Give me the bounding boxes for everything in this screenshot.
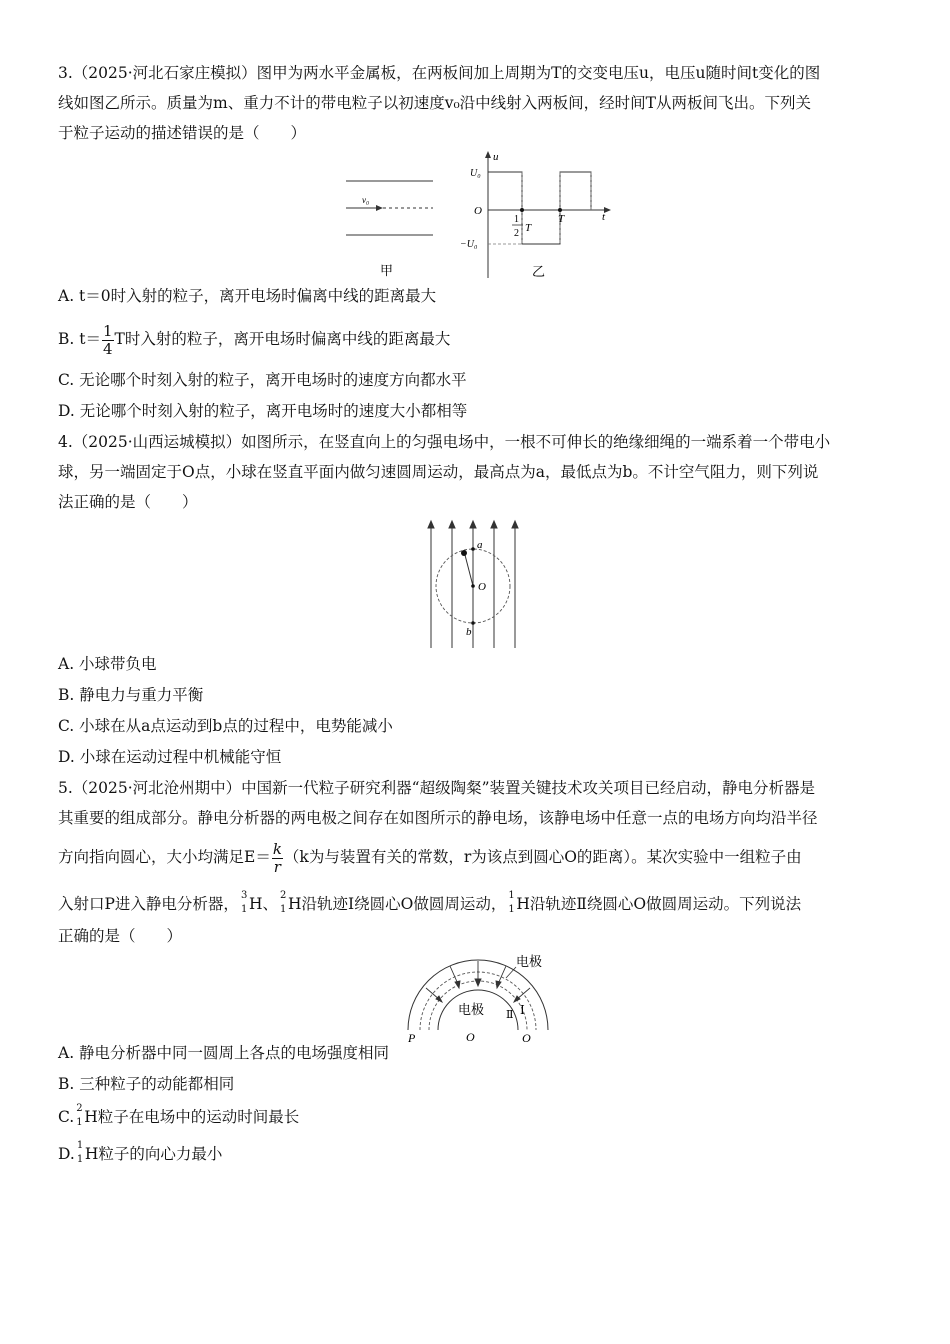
q4-figure-field-circle (420, 518, 530, 650)
isotope-h2-option-c (74, 1103, 84, 1128)
q5-option-d-prefix: D. (58, 1145, 75, 1163)
fraction-one-quarter (102, 323, 114, 358)
q3-number: 3. (58, 64, 73, 82)
q3-stem-line-1 (58, 62, 820, 84)
exit-Q-label: Q (522, 1031, 531, 1042)
q3-stem-line-2: 线如图乙所示。质量为m、重力不计的带电粒子以初速度v₀沿中线射入两板间，经时间T从两板间飞出。下列关 (58, 94, 812, 112)
trajectory-I-label: Ⅰ (520, 1003, 525, 1017)
h3-mass: 3 (240, 890, 248, 901)
isotope-h1-option-d (75, 1140, 85, 1165)
q3-option-b (58, 322, 450, 356)
q5-option-d-suffix: 粒子的向心力最小 (98, 1145, 223, 1163)
q5-stem-line-1: 5.（2025·河北沧州期中）中国新一代粒子研究利器“超级陶粲”装置关键技术攻关项目已经启动，静电分析器是 (58, 779, 816, 797)
point-b-label: b (466, 626, 472, 638)
electrode-outer-label: 电极 (516, 954, 543, 969)
U0-label: U₀ (470, 168, 481, 179)
q5-stem-line-4 (58, 890, 802, 915)
q5-option-c-prefix: C. (58, 1108, 75, 1126)
arrow-icon (376, 205, 383, 211)
q3-option-c: C. 无论哪个时刻入射的粒子，离开电场时的速度方向都水平 (58, 371, 467, 389)
h2-z: 1 (279, 904, 287, 915)
q4-option-d: D. 小球在运动过程中机械能守恒 (58, 748, 282, 766)
d-symbol: H (84, 1145, 99, 1163)
trajectory-II-label: Ⅱ (506, 1009, 514, 1021)
q5-option-a: A. 静电分析器中同一圆周上各点的电场强度相同 (58, 1044, 390, 1062)
q3-figure-plates (338, 165, 443, 280)
q3-source: （2025·河北石家庄模拟） (72, 64, 257, 82)
q4-option-a: A. 小球带负电 (58, 655, 157, 673)
q5-option-b: B. 三种粒子的动能都相同 (58, 1075, 235, 1093)
q4-stem-line-1: 4.（2025·山西运城模拟）如图所示，在竖直向上的匀强电场中，一根不可伸长的绝缘细绳的一端系着一个带电小 (58, 433, 831, 451)
fraction-num: 1 (102, 321, 113, 340)
half-T-T: T (525, 222, 532, 234)
t-axis-label: t (602, 211, 606, 223)
c-mass: 2 (76, 1103, 83, 1114)
c-z: 1 (76, 1117, 83, 1128)
q3-figure-voltage-graph (448, 148, 618, 283)
isotope-h1 (506, 890, 516, 915)
q3-text-1: 图甲为两水平金属板，在两板间加上周期为T的交变电压u，电压u随时间t变化的图 (256, 64, 821, 82)
fig-caption-yi: 乙 (532, 264, 546, 279)
origin-label: O (474, 205, 482, 217)
q5-line4-a: 入射口P进入静电分析器， (58, 895, 239, 913)
q4-stem-line-3: 法正确的是（ ） (58, 493, 198, 511)
point-a-label: a (477, 539, 483, 551)
q5-option-d (58, 1140, 223, 1165)
h3-z: 1 (240, 904, 248, 915)
q5-line4-b: 沿轨迹Ⅰ绕圆心O做圆周运动， (301, 895, 507, 913)
fraction-k-over-r (272, 841, 283, 876)
q4-option-c: C. 小球在从a点运动到b点的过程中，电势能减小 (58, 717, 393, 735)
h2-mass: 2 (279, 890, 287, 901)
q4-option-b: B. 静电力与重力平衡 (58, 686, 204, 704)
q5-figure-electrostatic-analyzer (398, 952, 558, 1042)
q3-option-a: A. t＝0时入射的粒子，离开电场时偏离中线的距离最大 (58, 287, 437, 305)
neg-U0-label: −U₀ (460, 239, 478, 250)
center-O-label: O (466, 1030, 475, 1042)
q4-stem-line-2: 球，另一端固定于O点，小球在竖直平面内做匀速圆周运动，最高点为a，最低点为b。不计空气阻力，则下列说 (58, 463, 819, 481)
q3-stem-line-3: 于粒子运动的描述错误的是（ ） (58, 124, 307, 142)
point-O-label: O (478, 581, 486, 593)
q5-option-c (58, 1103, 300, 1128)
fraction-den: 4 (102, 339, 113, 358)
h1-mass: 1 (508, 890, 515, 901)
isotope-h3 (239, 890, 249, 915)
charged-ball (461, 550, 467, 556)
v0-label: v₀ (362, 195, 370, 205)
T-label: T (558, 213, 565, 225)
isotope-h2 (278, 890, 288, 915)
u-axis-label: u (493, 151, 499, 163)
c-symbol: H (84, 1108, 98, 1126)
q5-stem-line-3 (58, 836, 802, 878)
fraction-k: k (272, 839, 282, 858)
d-mass: 1 (76, 1140, 84, 1151)
q3-option-b-prefix: B. t＝ (58, 330, 101, 348)
q5-stem-line-2: 其重要的组成部分。静电分析器的两电极之间存在如图所示的静电场，该静电场中任意一点的电场方向均沿半径 (58, 809, 818, 827)
electrode-inner-label: 电极 (458, 1002, 485, 1017)
u-axis-arrow-icon (485, 151, 491, 158)
h1-symbol: H (516, 895, 530, 913)
entrance-P-label: P (408, 1031, 416, 1042)
h1-z: 1 (508, 904, 515, 915)
half-T-denominator: 2 (514, 228, 519, 239)
q3-option-d: D. 无论哪个时刻入射的粒子，离开电场时的速度大小都相等 (58, 402, 468, 420)
q3-option-b-suffix: T时入射的粒子，离开电场时偏离中线的距离最大 (114, 330, 451, 348)
h2-symbol: H (287, 895, 302, 913)
fraction-r: r (273, 857, 281, 876)
separator: 、 (262, 895, 278, 913)
d-z: 1 (76, 1154, 84, 1165)
q5-line4-c: 沿轨迹Ⅱ绕圆心O做圆周运动。下列说法 (529, 895, 802, 913)
fig-caption-jia: 甲 (380, 263, 394, 278)
q5-option-c-suffix: 粒子在电场中的运动时间最长 (97, 1108, 300, 1126)
h3-symbol: H (248, 895, 263, 913)
q5-line3-suffix: （k为与装置有关的常数，r为该点到圆心O的距离）。某次实验中一组粒子由 (283, 848, 802, 866)
half-T-numerator: 1 (514, 214, 519, 225)
q5-stem-line-5: 正确的是（ ） (58, 927, 183, 945)
q5-line3-prefix: 方向指向圆心，大小均满足E＝ (58, 848, 271, 866)
